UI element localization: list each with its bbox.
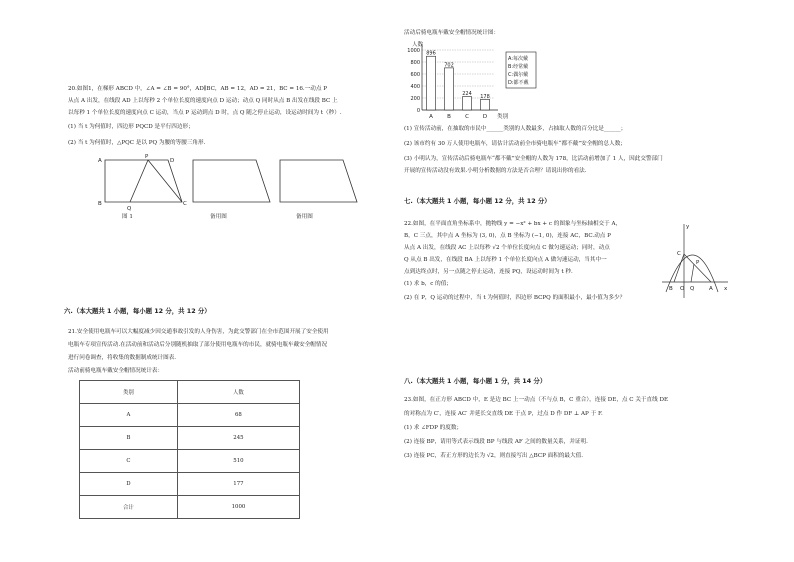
label-q: Q (127, 206, 132, 212)
q22-line: B，C 三点，其中点 A 坐标为 (3, 0)，点 B 坐标为 (−1, 0)，连接 AC，BC.动点 P (404, 233, 611, 239)
bar-value-label: 896 (426, 50, 436, 57)
header-count: 人数 (177, 381, 299, 404)
trapezoid-spare2 (280, 160, 357, 202)
cell-count: 177 (177, 473, 299, 496)
caption-fig1: 图 1 (122, 214, 133, 220)
label-y: y (686, 224, 690, 230)
label-p: P (145, 154, 149, 160)
q20-line: (1) 当 t 为何值时，四边形 PQCD 是平行四边形； (68, 124, 194, 130)
y-tick-label: 200 (410, 95, 420, 102)
segment-bc (674, 254, 684, 282)
y-axis-label: 人数 (412, 42, 424, 48)
y-tick-label: 1000 (407, 47, 420, 54)
cell-count: 1000 (177, 496, 299, 519)
q21-question: (3) 小明认为，宣传活动后骑电瓶车“都不戴”安全帽的人数为 178，比活动前增加了 1 人，因此交警部门 (404, 156, 663, 162)
segment-pq (130, 160, 148, 202)
x-axis-label: 类别 (497, 114, 509, 120)
table-row (80, 496, 300, 519)
cell-category: B (80, 427, 178, 450)
legend-entry: C:偶尔戴 (508, 72, 529, 78)
x-tick-label: A (429, 114, 433, 120)
bar (427, 56, 436, 110)
q23-line: 23.如图，在正方形 ABCD 中，E 是边 BC 上一动点（不与点 B，C 重合），连接 DE，点 C 关于直线 DE (404, 397, 669, 403)
bar (445, 68, 454, 110)
table-header-row (80, 381, 300, 404)
segment-pc (148, 160, 182, 202)
cell-count: 245 (177, 427, 299, 450)
section-seven-heading: 七.（本大题共 1 小题，每小题 12 分，共 12 分） (404, 197, 551, 205)
q22-line: (1) 求 b，c 的值； (404, 281, 452, 287)
y-tick-label: 800 (410, 59, 420, 66)
table-row (80, 473, 300, 496)
y-tick-label: 400 (410, 83, 420, 90)
q20-line: 20.如图1，在梯形 ABCD 中，∠A = ∠B = 90°，AD∥BC，AB = 12，AD = 21，BC = 16.一动点 P (68, 86, 328, 92)
trapezoid-spare1 (193, 160, 270, 202)
q21-question: (2) 该市约有 30 万人使用电瓶车，请估计活动前全市骑电瓶车“都不戴”安全帽的总人数； (404, 141, 626, 147)
label-b: B (98, 201, 102, 207)
q22-line: Q 从点 B 出发，在线段 BA 上以每秒 1 个单位长度向点 A 做匀速运动，当其中一 (404, 257, 607, 263)
segment-ac (684, 254, 711, 282)
y-tick-label: 600 (410, 71, 420, 78)
header-category: 类别 (80, 381, 178, 404)
cell-category: 合计 (80, 496, 178, 519)
section-six-heading: 六.（本大题共 1 小题，每小题 12 分，共 12 分） (64, 307, 211, 315)
q22-line: (2) 在 P，Q 运动的过程中，当 t 为何值时，四边形 BCPQ 的面积最小，最小值为多少？ (404, 295, 626, 301)
q22-line: 点到达终点时，另一点随之停止运动，连接 PQ，设运动时间为 t 秒. (404, 269, 573, 275)
caption-spare2: 备用图 (296, 214, 313, 220)
y-tick-label: 0 (416, 107, 420, 114)
label-p: P (696, 260, 700, 266)
q21-line: 21.安全使用电瓶车可以大幅度减少因交通事故引发的人身伤害，为此交警部门在全市范围开展了安全使用 (68, 329, 329, 335)
section-eight-heading: 八.（本大题共 1 小题，每小题 1 分，共 14 分） (404, 377, 547, 385)
legend-entry: D:都不戴 (508, 80, 529, 86)
q20-line: 以每秒 1 个单位长度的速度向点 C 运动，当点 P 运动到点 D 时，点 Q 随之停止运动，设运动时间为 t（秒）. (68, 110, 342, 116)
chart-title: 活动后骑电瓶车戴安全帽情况统计图： (404, 30, 500, 36)
segment-pq (691, 264, 694, 282)
label-x: x (724, 286, 728, 292)
cell-count: 68 (177, 404, 299, 427)
trapezoid-fig1 (105, 160, 182, 202)
label-a: A (709, 286, 713, 292)
x-tick-label: D (482, 114, 488, 120)
post-activity-bar-chart (400, 40, 540, 122)
q20-line: 从点 A 出发，在线段 AD 上以每秒 2 个单位长度的速度向点 D 运动；动点 Q 同时从点 B 出发在线段 BC 上 (68, 98, 338, 104)
label-a: A (98, 158, 102, 164)
q23-line: (1) 求 ∠FDP 的度数； (404, 425, 463, 431)
caption-spare1: 备用图 (210, 214, 227, 220)
q21-question: (1) 宣传活动前，在抽取的市民中______类别的人数最多，占抽取人数的百分比是______； (404, 126, 627, 132)
q22-line: 22.如图，在平面直角坐标系中，抛物线 y = −x² + bx + c 的图象与坐标轴相交于 A， (404, 221, 622, 227)
label-q: Q (690, 286, 695, 292)
cell-category: A (80, 404, 178, 427)
label-d: D (170, 158, 175, 164)
table-title: 活动前骑电瓶车戴安全帽情况统计表： (68, 368, 164, 374)
q21-question: 开展的宣传活动没有效果.小明分析数据的方法是否合理？请说出你的看法. (404, 168, 587, 174)
q22-line: 从点 A 出发，在线段 AC 上以每秒 √2 个单位长度向点 C 做匀速运动；同时，动点 (404, 245, 610, 251)
table-row (80, 404, 300, 427)
bar (463, 97, 472, 110)
q23-line: 的对称点为 C′，连接 AC′ 并延长交直线 DE 于点 P，过点 D 作 DF ⊥ AP 于 F. (404, 411, 603, 417)
label-c: C (183, 201, 187, 207)
bar-value-label: 224 (462, 91, 472, 98)
bar (481, 99, 490, 110)
legend-entry: A:每次戴 (508, 56, 529, 62)
bar-value-label: 702 (444, 62, 454, 69)
cell-category: C (80, 450, 178, 473)
bar-value-label: 178 (480, 93, 490, 100)
cell-category: D (80, 473, 178, 496)
label-c: C (677, 251, 681, 257)
q20-line: (2) 当 t 为何值时，△PQC 是以 PQ 为腰的等腰三角形. (68, 140, 206, 146)
q23-line: (3) 连接 PC，若正方形的边长为 √2，则直接写出 △BCP 面积的最大值. (404, 453, 583, 459)
x-tick-label: B (447, 114, 451, 120)
legend-entry: B:经常戴 (508, 64, 529, 70)
q23-line: (2) 连接 BP，请用等式表示线段 BP 与线段 AF 之间的数量关系，并证明. (404, 439, 588, 445)
x-tick-label: C (465, 114, 469, 120)
table-row (80, 450, 300, 473)
q21-line: 电瓶车专项宣传活动.在活动前和活动后分别随机抽取了部分使用电瓶车的市民，就骑电瓶车戴安全帽情况 (68, 342, 328, 348)
label-b: B (669, 286, 673, 292)
q21-line: 进行问卷调查，将收集的数据制成统计图表. (68, 355, 177, 361)
label-o: O (680, 286, 685, 292)
cell-count: 510 (177, 450, 299, 473)
table-row (80, 427, 300, 450)
q22-parabola-figure (660, 220, 732, 300)
pre-activity-table (79, 380, 300, 519)
